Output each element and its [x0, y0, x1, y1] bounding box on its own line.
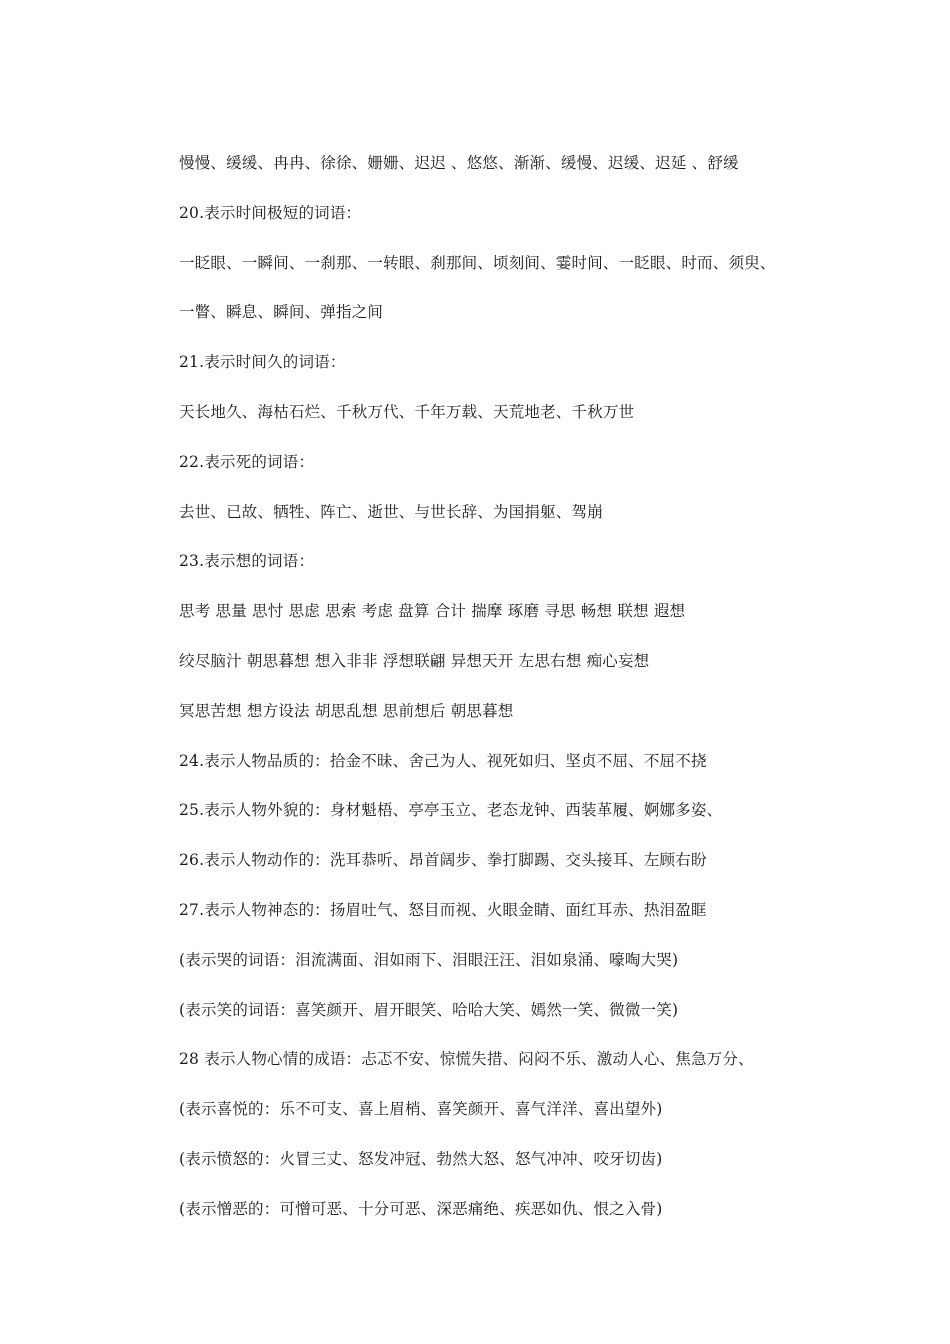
text-line-long-time: 天长地久、海枯石烂、千秋万代、千年万载、天荒地老、千秋万世 — [179, 402, 635, 421]
text-line-death: 去世、已故、牺牲、阵亡、逝世、与世长辞、为国捐躯、驾崩 — [179, 502, 603, 521]
note-anger-words: (表示愤怒的：火冒三丈、怒发冲冠、勃然大怒、怒气冲冲、咬牙切齿) — [179, 1149, 663, 1168]
text-line-slow-words: 慢慢、缓缓、冉冉、徐徐、姗姗、迟迟 、悠悠、渐渐、缓慢、迟缓、迟延 、舒缓 — [179, 154, 739, 172]
item-28-mood: 28 表示人物心情的成语：忐忑不安、惊慌失措、闷闷不乐、激动人心、焦急万分、 — [179, 1050, 754, 1069]
heading-20-short-time: 20.表示时间极短的词语： — [179, 203, 362, 222]
item-25-appearance: 25.表示人物外貌的：身材魁梧、亭亭玉立、老态龙钟、西装革履、婀娜多姿、 — [179, 801, 723, 820]
item-27-expression: 27.表示人物神态的：扬眉吐气、怒目而视、火眼金睛、面红耳赤、热泪盈眶 — [179, 900, 707, 919]
note-hate-words: (表示憎恶的：可憎可恶、十分可恶、深恶痛绝、疾恶如仇、恨之入骨) — [179, 1199, 663, 1218]
note-joy-words: (表示喜悦的：乐不可支、喜上眉梢、喜笑颜开、喜气洋洋、喜出望外) — [179, 1100, 663, 1119]
heading-21-long-time: 21.表示时间久的词语： — [179, 353, 346, 372]
heading-22-death: 22.表示死的词语： — [179, 452, 315, 471]
text-line-short-time-1: 一眨眼、一瞬间、一刹那、一转眼、刹那间、顷刻间、霎时间、一眨眼、时而、须臾、 — [179, 253, 776, 272]
text-line-short-time-2: 一瞥、瞬息、瞬间、弹指之间 — [179, 303, 384, 322]
text-line-think-2: 绞尽脑汁 朝思暮想 想入非非 浮想联翩 异想天开 左思右想 痴心妄想 — [179, 651, 650, 670]
note-crying-words: (表示哭的词语：泪流满面、泪如雨下、泪眼汪汪、泪如泉涌、嚎啕大哭) — [179, 950, 679, 969]
note-laughing-words: (表示笑的词语：喜笑颜开、眉开眼笑、哈哈大笑、嫣然一笑、微微一笑) — [179, 1000, 679, 1019]
text-line-think-3: 冥思苦想 想方设法 胡思乱想 思前想后 朝思暮想 — [179, 701, 514, 720]
heading-23-think: 23.表示想的词语： — [179, 552, 315, 571]
item-24-character-quality: 24.表示人物品质的：拾金不昧、舍己为人、视死如归、坚贞不屈、不屈不挠 — [179, 751, 707, 770]
item-26-action: 26.表示人物动作的：洗耳恭听、昂首阔步、拳打脚踢、交头接耳、左顾右盼 — [179, 851, 707, 870]
document-body — [179, 150, 839, 1246]
text-line-think-1: 思考 思量 思忖 思虑 思索 考虑 盘算 合计 揣摩 琢磨 寻思 畅想 联想 遐想 — [179, 602, 686, 621]
